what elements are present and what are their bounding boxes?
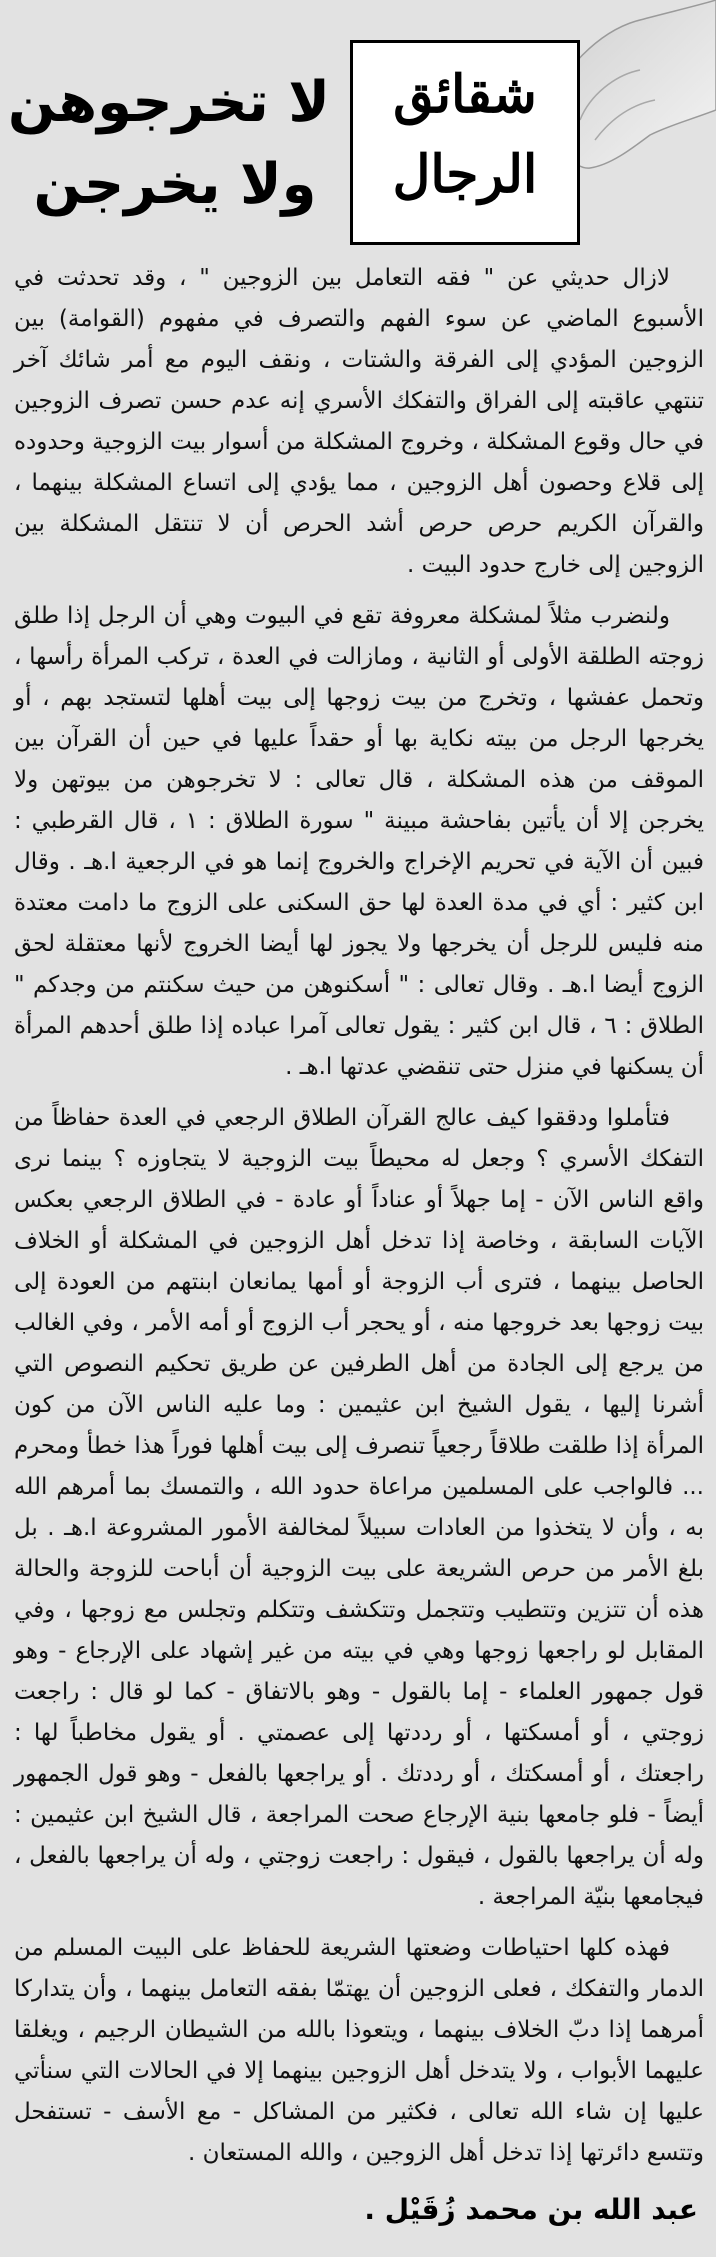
headline-line-2: ولا يخرجن <box>33 152 317 217</box>
paragraph-3: فتأملوا ودققوا كيف عالج القرآن الطلاق الرجعي في العدة حفاظاً من التفكك الأسري ؟ وجعل له محيطاً بيت الزوجية لا يتجاوزه ؟ بينما نرى واقع الناس الآن - إما جهلاً أو عناداً أو عادة - في الطلاق الرجعي بعكس الآيات السابقة ، وخاصة إذا تدخل أهل الزوجين في المشكلة أو الخلاف الحاصل بينهما ، فترى أب الزوجة أو أمها يمانعان ابنتهم من العودة إلى بيت زوجها بعد خروجها منه ، أو يحجر أب الزوج أو أمه الأمر ، وفي الغالب من يرجع إلى الجادة من أهل الطرفين عن طريق تحكيم النصوص التي أشرنا إليها ، يقول الشيخ ابن عثيمين : وما عليه الناس الآن من كون المرأة إذا طلقت طلاقاً رجعياً تنصرف إلى بيت أهلها فوراً هذا خطأ ومحرم ... فالواجب على المسلمين مراعاة حدود الله ، والتمسك بما أمرهم الله به ، وأن لا يتخذوا من العادات سبيلاً لمخالفة الأمور المشروعة ا.هـ . بل بلغ الأمر من حرص الشريعة على بيت الزوجية أن أباحت للزوجة والحالة هذه أن تتزين وتتطيب وتتجمل وتتكشف وتتكلم وتجلس مع زوجها ، وفي المقابل لو راجعها زوجها وهي في بيته من غير إشهاد على الإرجاع - وهو قول جمهور العلماء - إما بالقول - وهو بالاتفاق - كما لو قال : راجعت زوجتي ، أو أمسكتها ، أو رددتها إلى عصمتي . أو يقول مخاطباً لها : راجعتك ، أو أمسكتك ، أو رددتك . أو يراجعها بالفعل - وهو قول الجمهور أيضاً - فلو جامعها بنية الإرجاع صحت المراجعة ، قال الشيخ ابن عثيمين : وله أن يراجعها بالقول ، فيقول : راجعت زوجتي ، وله أن يراجعها بالفعل ، فيجامعها بنيّة المراجعة . <box>14 1105 704 1910</box>
paragraph-1: لازال حديثي عن " فقه التعامل بين الزوجين " ، وقد تحدثت في الأسبوع الماضي عن سوء الفهم والتصرف في مفهوم (القوامة) بين الزوجين المؤدي إلى الفرقة والشتات ، ونقف اليوم مع أمر شائك آخر تنتهي عاقبته إلى الفراق والتفكك الأسري إنه عدم حسن تصرف الزوجين في حال وقوع المشكلة ، وخروج المشكلة من أسوار بيت الزوجية وحدوده إلى قلاع وحصون أهل الزوجين ، مما يؤدي إلى اتساع المشكلة بينهما ، والقرآن الكريم حرص حرص أشد الحرص أن لا تنتقل المشكلة بين الزوجين إلى خارج حدود البيت . <box>14 265 704 578</box>
article-body <box>14 258 704 2184</box>
headline-line-1: لا تخرجوهن <box>7 70 330 135</box>
paragraph-4: فهذه كلها احتياطات وضعتها الشريعة للحفاظ على البيت المسلم من الدمار والتفكك ، فعلى الزوجين أن يهتمّا بفقه التعامل بينهما ، وأن يتداركا أمرهما إذا دبّ الخلاف بينهما ، ويتعوذا بالله من الشيطان الرجيم ، ويغلقا عليهما الأبواب ، ولا يتدخل أهل الزوجين بينهما إلا في الحالات التي سنأتي عليها إن شاء الله تعالى ، فكثير من المشاكل - مع الأسف - تستفحل وتتسع دائرتها إذا تدخل أهل الزوجين ، والله المستعان . <box>14 1935 704 2166</box>
article-header <box>0 0 716 250</box>
column-label-line-2: الرجال <box>392 144 538 205</box>
column-label-line-1: شقائق <box>393 64 537 125</box>
article-headline <box>7 62 330 226</box>
paragraph-2: ولنضرب مثلاً لمشكلة معروفة تقع في البيوت وهي أن الرجل إذا طلق زوجته الطلقة الأولى أو الثانية ، ومازالت في العدة ، تركب المرأة رأسها ، وتحمل عفشها ، وتخرج من بيت زوجها إلى بيت أهلها لتستجد بهم ، أو يخرجها الرجل من بيته نكاية بها أو حقداً عليها في حين أن القرآن بين الموقف من هذه المشكلة ، قال تعالى : لا تخرجوهن من بيوتهن ولا يخرجن إلا أن يأتين بفاحشة مبينة " سورة الطلاق : ١ ، قال القرطبي : فبين أن الآية في تحريم الإخراج والخروج إنما هو في الرجعية ا.هـ . وقال ابن كثير : أي في مدة العدة لها حق السكنى على الزوج ما دامت معتدة منه فليس للرجل أن يخرجها ولا يجوز لها أيضا الخروج لأنها معتقلة لحق الزوج أيضا ا.هـ . وقال تعالى : " أسكنوهن من حيث سكنتم من وجدكم " الطلاق : ٦ ، قال ابن كثير : يقول تعالى آمرا عباده إذا طلق أحدهم المرأة أن يسكنها في منزل حتى تنقضي عدتها ا.هـ . <box>14 603 704 1080</box>
column-label <box>350 40 580 245</box>
author-signature: عبد الله بن محمد زُقَيْل . <box>364 2193 698 2226</box>
